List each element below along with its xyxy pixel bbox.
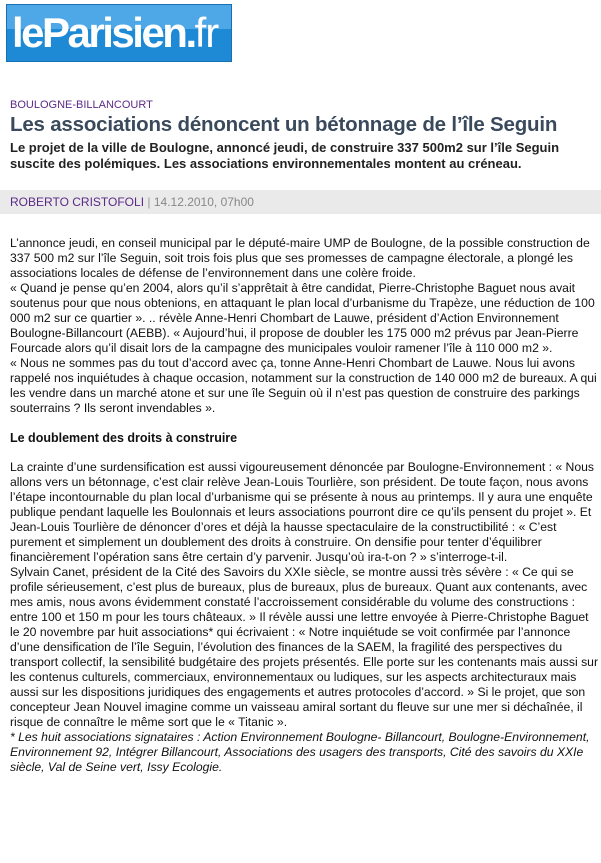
paragraph: « Quand je pense qu’en 2004, alors qu’il s’apprêtait à être candidat, Pierre-Christophe Baguet nous avait soutenus pour que nous obtenions, en attaquant le plan local d’urbanisme du Trapèze, une réduction de 100 000 m2 sur ce quartier ». .. révèle Anne-Henri Chombart de Lauwe, président d’Action Environnement Boulogne-Billancourt (AEBB). « Aujourd’hui, il propose de doubler les 175 000 m2 prévus par Jean-Pierre Fourcade alors qu’il disait lors de la campagne des municipales vouloir ramener l’île à 110 000 m2 ». (10, 281, 595, 355)
footnote: * Les huit associations signataires : Action Environnement Boulogne- Billancourt, Boulogne-Environnement, Environnement 92, Intégrer Billancourt, Associations des usagers des transports, Cité des savoirs du XXIe siècle, Val de Seine vert, Issy Ecologie. (10, 730, 590, 774)
byline-separator: | (147, 195, 151, 209)
site-logo-link[interactable] (6, 4, 232, 62)
spacer (10, 416, 598, 430)
logo-main: leParisien (12, 9, 186, 56)
section-label[interactable]: BOULOGNE-BILLANCOURT (10, 99, 153, 111)
spacer (10, 446, 598, 460)
paragraph: La crainte d’une surdensification est aussi vigoureusement dénoncée par Boulogne-Environnement : « Nous allons vers un bétonnage, c’est clair relève Jean-Louis Tourlière, son président. De toute façon, nous avons l’étape incontournable du plan local d’urbanisme qui se présente à nous au printemps. Il y aura une enquête publique pendant laquelle les Boulonnais et leurs associations pourront dire ce qu’ils pensent du projet ». Et Jean-Louis Tourlière de dénoncer d’ores et déjà la hausse spectaculaire de la constructibilité : « C’est purement et simplement un doublement des droits à construire. On densifie pour tenter d’équilibrer financièrement l’opération sans être certain d’y parvenir. Jusqu’où ira-t-on ? » s’interroge-t-il. (10, 460, 595, 564)
paragraph: « Nous ne sommes pas du tout d’accord avec ça, tonne Anne-Henri Chombart de Lauwe. Nous lui avons rappelé nos inquiétudes à chaque occasion, notamment sur la construction de 140 000 m2 de bureaux. A qui les vendre dans un marché atone et sur une île Seguin où il n’est pas question de construire des parkings souterrains ? Ils seront invendables ». (10, 356, 597, 415)
article-body (10, 236, 598, 775)
author-name[interactable]: ROBERTO CRISTOFOLI (10, 195, 145, 209)
byline (0, 190, 601, 214)
logo-tld: fr (194, 9, 219, 56)
article-lead: Le projet de la ville de Boulogne, annoncé jeudi, de construire 337 500m2 sur l’île Seguin suscite des polémiques. Les associations environnementales montent au créneau. (10, 140, 560, 171)
subheading: Le doublement des droits à construire (10, 431, 238, 445)
paragraph: L’annonce jeudi, en conseil municipal par le député-maire UMP de Boulogne, de la possible construction de 337 500 m2 sur l’île Seguin, soit trois fois plus que ses promesses de campagne électorale, a plongé les associations locales de défense de l’environnement dans une colère froide. (10, 236, 590, 280)
article-title: Les associations dénoncent un bétonnage de l’île Seguin (10, 113, 558, 136)
publish-date: 14.12.2010, 07h00 (153, 195, 254, 209)
paragraph: Sylvain Canet, président de la Cité des Savoirs du XXIe siècle, se montre aussi très sévère : « Ce qui se profile sérieusement, c’est plus de bureaux, plus de bureaux, plus de bureaux. Quant aux contenants, avec mes amis, nous avons évidemment constaté l’accroissement considérable du volume des constructions : entre 100 et 150 m pour les tours châteaux. » Il révèle aussi une lettre envoyée à Pierre-Christophe Baguet le 20 novembre par huit associations* qui écrivaient : « Notre inquiétude se voit confirmée par l’annonce d’une densification de l’île Seguin, l’évolution des finances de la SAEM, la fragilité des perspectives du transport collectif, la sensibilité budgétaire des projets présentés. Elle porte sur les contenants mais aussi sur les contenus culturels, commerciaux, environnementaux ou ludiques, sur les aspects architecturaux mais aussi sur les dispositions juridiques des engagements et autres protocoles d’accord. » Si le projet, que son concepteur Jean Nouvel imagine comme un vaisseau amiral sortant du fleuve sur une mer si déchaînée, il risque de connaître le même sort que le « Titanic ». (10, 565, 599, 729)
logo-dot: . (185, 9, 195, 56)
site-logo (6, 4, 232, 62)
logo-text (12, 10, 218, 56)
